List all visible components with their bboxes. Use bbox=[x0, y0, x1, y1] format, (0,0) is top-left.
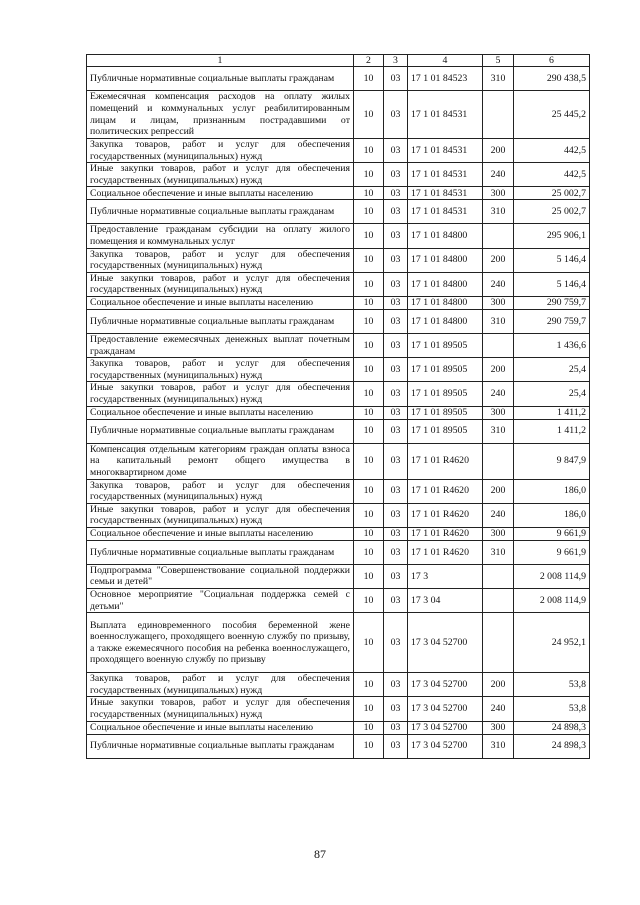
amount-cell: 24 898,3 bbox=[514, 721, 590, 734]
section-code-cell: 10 bbox=[354, 163, 384, 187]
item-name-cell: Публичные нормативные социальные выплаты гражданам bbox=[87, 540, 354, 564]
expense-type-cell: 200 bbox=[483, 358, 514, 382]
item-name-cell: Ежемесячная компенсация расходов на оплату жилых помещений и коммунальных услуг реабилитированным лицам и лицам, признанным пострадавшими от политических репрессий bbox=[87, 91, 354, 139]
expense-type-cell: 200 bbox=[483, 248, 514, 272]
section-code-cell: 10 bbox=[354, 527, 384, 540]
table-row bbox=[87, 224, 590, 248]
target-article-cell: 17 1 01 84531 bbox=[408, 200, 483, 224]
table-row bbox=[87, 527, 590, 540]
item-name-cell: Предоставление гражданам субсидии на оплату жилого помещения и коммунальных услуг bbox=[87, 224, 354, 248]
subsection-code-cell: 03 bbox=[384, 248, 408, 272]
amount-cell: 9 661,9 bbox=[514, 527, 590, 540]
section-code-cell: 10 bbox=[354, 613, 384, 673]
item-name-cell: Публичные нормативные социальные выплаты гражданам bbox=[87, 67, 354, 91]
item-name-cell: Закупка товаров, работ и услуг для обеспечения государственных (муниципальных) нужд bbox=[87, 248, 354, 272]
section-code-cell: 10 bbox=[354, 309, 384, 333]
subsection-code-cell: 03 bbox=[384, 91, 408, 139]
table-row bbox=[87, 406, 590, 419]
table-row bbox=[87, 187, 590, 200]
header-col-5: 5 bbox=[483, 55, 514, 67]
amount-cell: 2 008 114,9 bbox=[514, 589, 590, 613]
amount-cell: 9 661,9 bbox=[514, 540, 590, 564]
item-name-cell: Закупка товаров, работ и услуг для обеспечения государственных (муниципальных) нужд bbox=[87, 358, 354, 382]
amount-cell: 25 002,7 bbox=[514, 187, 590, 200]
amount-cell: 24 952,1 bbox=[514, 613, 590, 673]
table-row bbox=[87, 309, 590, 333]
section-code-cell: 10 bbox=[354, 139, 384, 163]
subsection-code-cell: 03 bbox=[384, 527, 408, 540]
target-article-cell: 17 1 01 84531 bbox=[408, 163, 483, 187]
table-row bbox=[87, 673, 590, 697]
section-code-cell: 10 bbox=[354, 248, 384, 272]
section-code-cell: 10 bbox=[354, 673, 384, 697]
section-code-cell: 10 bbox=[354, 296, 384, 309]
section-code-cell: 10 bbox=[354, 358, 384, 382]
section-code-cell: 10 bbox=[354, 540, 384, 564]
expense-type-cell: 310 bbox=[483, 309, 514, 333]
table-row bbox=[87, 163, 590, 187]
item-name-cell: Основное мероприятие "Социальная поддержка семей с детьми" bbox=[87, 589, 354, 613]
section-code-cell: 10 bbox=[354, 734, 384, 758]
item-name-cell: Социальное обеспечение и иные выплаты населению bbox=[87, 406, 354, 419]
table-row bbox=[87, 296, 590, 309]
expense-type-cell: 300 bbox=[483, 406, 514, 419]
budget-table-body bbox=[87, 55, 590, 759]
section-code-cell: 10 bbox=[354, 564, 384, 588]
table-row bbox=[87, 589, 590, 613]
table-row bbox=[87, 564, 590, 588]
item-name-cell: Социальное обеспечение и иные выплаты населению bbox=[87, 721, 354, 734]
target-article-cell: 17 1 01 84531 bbox=[408, 91, 483, 139]
section-code-cell: 10 bbox=[354, 333, 384, 357]
target-article-cell: 17 1 01 84800 bbox=[408, 296, 483, 309]
table-row bbox=[87, 540, 590, 564]
table-row bbox=[87, 419, 590, 443]
item-name-cell: Компенсация отдельным категориям граждан оплаты взноса на капитальный ремонт общего имущества в многоквартирном доме bbox=[87, 443, 354, 479]
target-article-cell: 17 1 01 84531 bbox=[408, 139, 483, 163]
amount-cell: 5 146,4 bbox=[514, 272, 590, 296]
table-row bbox=[87, 382, 590, 406]
subsection-code-cell: 03 bbox=[384, 296, 408, 309]
section-code-cell: 10 bbox=[354, 272, 384, 296]
item-name-cell: Иные закупки товаров, работ и услуг для обеспечения государственных (муниципальных) нужд bbox=[87, 272, 354, 296]
header-col-6: 6 bbox=[514, 55, 590, 67]
subsection-code-cell: 03 bbox=[384, 589, 408, 613]
expense-type-cell: 310 bbox=[483, 200, 514, 224]
expense-type-cell: 310 bbox=[483, 67, 514, 91]
table-row bbox=[87, 479, 590, 503]
target-article-cell: 17 1 01 84800 bbox=[408, 309, 483, 333]
table-row bbox=[87, 200, 590, 224]
item-name-cell: Публичные нормативные социальные выплаты гражданам bbox=[87, 200, 354, 224]
item-name-cell: Предоставление ежемесячных денежных выплат почетным гражданам bbox=[87, 333, 354, 357]
amount-cell: 53,8 bbox=[514, 697, 590, 721]
target-article-cell: 17 1 01 89505 bbox=[408, 333, 483, 357]
expense-type-cell: 300 bbox=[483, 296, 514, 309]
expense-type-cell bbox=[483, 613, 514, 673]
amount-cell: 1 411,2 bbox=[514, 419, 590, 443]
amount-cell: 290 759,7 bbox=[514, 296, 590, 309]
table-header-row bbox=[87, 55, 590, 67]
expense-type-cell bbox=[483, 564, 514, 588]
subsection-code-cell: 03 bbox=[384, 200, 408, 224]
target-article-cell: 17 1 01 84800 bbox=[408, 248, 483, 272]
subsection-code-cell: 03 bbox=[384, 139, 408, 163]
subsection-code-cell: 03 bbox=[384, 382, 408, 406]
target-article-cell: 17 1 01 89505 bbox=[408, 382, 483, 406]
subsection-code-cell: 03 bbox=[384, 613, 408, 673]
item-name-cell: Социальное обеспечение и иные выплаты населению bbox=[87, 187, 354, 200]
table-row bbox=[87, 721, 590, 734]
table-row bbox=[87, 613, 590, 673]
section-code-cell: 10 bbox=[354, 479, 384, 503]
expense-type-cell: 310 bbox=[483, 419, 514, 443]
item-name-cell: Закупка товаров, работ и услуг для обеспечения государственных (муниципальных) нужд bbox=[87, 479, 354, 503]
expense-type-cell bbox=[483, 443, 514, 479]
expense-type-cell: 300 bbox=[483, 527, 514, 540]
subsection-code-cell: 03 bbox=[384, 734, 408, 758]
expense-type-cell: 240 bbox=[483, 272, 514, 296]
table-row bbox=[87, 697, 590, 721]
page-number: 87 bbox=[314, 847, 326, 861]
item-name-cell: Публичные нормативные социальные выплаты гражданам bbox=[87, 734, 354, 758]
target-article-cell: 17 1 01 89505 bbox=[408, 406, 483, 419]
item-name-cell: Иные закупки товаров, работ и услуг для обеспечения государственных (муниципальных) нужд bbox=[87, 697, 354, 721]
header-col-2: 2 bbox=[354, 55, 384, 67]
subsection-code-cell: 03 bbox=[384, 187, 408, 200]
item-name-cell: Публичные нормативные социальные выплаты гражданам bbox=[87, 419, 354, 443]
table-row bbox=[87, 139, 590, 163]
target-article-cell: 17 3 04 52700 bbox=[408, 697, 483, 721]
target-article-cell: 17 1 01 84800 bbox=[408, 224, 483, 248]
section-code-cell: 10 bbox=[354, 91, 384, 139]
expense-type-cell: 240 bbox=[483, 163, 514, 187]
table-row bbox=[87, 503, 590, 527]
target-article-cell: 17 3 04 52700 bbox=[408, 721, 483, 734]
amount-cell: 25 445,2 bbox=[514, 91, 590, 139]
section-code-cell: 10 bbox=[354, 406, 384, 419]
table-row bbox=[87, 358, 590, 382]
amount-cell: 9 847,9 bbox=[514, 443, 590, 479]
target-article-cell: 17 1 01 84523 bbox=[408, 67, 483, 91]
amount-cell: 53,8 bbox=[514, 673, 590, 697]
target-article-cell: 17 1 01 89505 bbox=[408, 358, 483, 382]
section-code-cell: 10 bbox=[354, 503, 384, 527]
expense-type-cell: 310 bbox=[483, 540, 514, 564]
subsection-code-cell: 03 bbox=[384, 406, 408, 419]
section-code-cell: 10 bbox=[354, 200, 384, 224]
item-name-cell: Подпрограмма "Совершенствование социальной поддержки семьи и детей" bbox=[87, 564, 354, 588]
expense-type-cell: 200 bbox=[483, 479, 514, 503]
header-col-4: 4 bbox=[408, 55, 483, 67]
amount-cell: 25,4 bbox=[514, 382, 590, 406]
section-code-cell: 10 bbox=[354, 589, 384, 613]
subsection-code-cell: 03 bbox=[384, 224, 408, 248]
item-name-cell: Выплата единовременного пособия беременной жене военнослужащего, проходящего военную службу по призыву, а также ежемесячного пособия на ребенка военнослужащего, проходящего военную службу по призыву bbox=[87, 613, 354, 673]
amount-cell: 25,4 bbox=[514, 358, 590, 382]
expense-type-cell: 200 bbox=[483, 139, 514, 163]
section-code-cell: 10 bbox=[354, 382, 384, 406]
subsection-code-cell: 03 bbox=[384, 272, 408, 296]
subsection-code-cell: 03 bbox=[384, 309, 408, 333]
item-name-cell: Иные закупки товаров, работ и услуг для обеспечения государственных (муниципальных) нужд bbox=[87, 382, 354, 406]
item-name-cell: Социальное обеспечение и иные выплаты населению bbox=[87, 527, 354, 540]
target-article-cell: 17 3 bbox=[408, 564, 483, 588]
item-name-cell: Иные закупки товаров, работ и услуг для обеспечения государственных (муниципальных) нужд bbox=[87, 163, 354, 187]
target-article-cell: 17 1 01 R4620 bbox=[408, 503, 483, 527]
target-article-cell: 17 1 01 89505 bbox=[408, 419, 483, 443]
target-article-cell: 17 3 04 52700 bbox=[408, 673, 483, 697]
amount-cell: 290 759,7 bbox=[514, 309, 590, 333]
amount-cell: 290 438,5 bbox=[514, 67, 590, 91]
expense-type-cell: 310 bbox=[483, 734, 514, 758]
section-code-cell: 10 bbox=[354, 697, 384, 721]
expense-type-cell: 240 bbox=[483, 382, 514, 406]
subsection-code-cell: 03 bbox=[384, 163, 408, 187]
subsection-code-cell: 03 bbox=[384, 479, 408, 503]
subsection-code-cell: 03 bbox=[384, 67, 408, 91]
expense-type-cell bbox=[483, 224, 514, 248]
section-code-cell: 10 bbox=[354, 443, 384, 479]
item-name-cell: Закупка товаров, работ и услуг для обеспечения государственных (муниципальных) нужд bbox=[87, 673, 354, 697]
expense-type-cell: 240 bbox=[483, 697, 514, 721]
amount-cell: 186,0 bbox=[514, 503, 590, 527]
target-article-cell: 17 1 01 R4620 bbox=[408, 479, 483, 503]
table-row bbox=[87, 91, 590, 139]
table-row bbox=[87, 272, 590, 296]
section-code-cell: 10 bbox=[354, 67, 384, 91]
amount-cell: 5 146,4 bbox=[514, 248, 590, 272]
table-row bbox=[87, 67, 590, 91]
expense-type-cell: 300 bbox=[483, 187, 514, 200]
section-code-cell: 10 bbox=[354, 419, 384, 443]
subsection-code-cell: 03 bbox=[384, 673, 408, 697]
table-row bbox=[87, 333, 590, 357]
table-row bbox=[87, 248, 590, 272]
amount-cell: 1 436,6 bbox=[514, 333, 590, 357]
subsection-code-cell: 03 bbox=[384, 697, 408, 721]
expense-type-cell: 200 bbox=[483, 673, 514, 697]
amount-cell: 1 411,2 bbox=[514, 406, 590, 419]
item-name-cell: Публичные нормативные социальные выплаты гражданам bbox=[87, 309, 354, 333]
item-name-cell: Закупка товаров, работ и услуг для обеспечения государственных (муниципальных) нужд bbox=[87, 139, 354, 163]
subsection-code-cell: 03 bbox=[384, 419, 408, 443]
table-row bbox=[87, 443, 590, 479]
table-row bbox=[87, 734, 590, 758]
amount-cell: 24 898,3 bbox=[514, 734, 590, 758]
item-name-cell: Социальное обеспечение и иные выплаты населению bbox=[87, 296, 354, 309]
section-code-cell: 10 bbox=[354, 224, 384, 248]
target-article-cell: 17 1 01 R4620 bbox=[408, 540, 483, 564]
item-name-cell: Иные закупки товаров, работ и услуг для обеспечения государственных (муниципальных) нужд bbox=[87, 503, 354, 527]
target-article-cell: 17 1 01 R4620 bbox=[408, 443, 483, 479]
amount-cell: 25 002,7 bbox=[514, 200, 590, 224]
header-col-3: 3 bbox=[384, 55, 408, 67]
header-col-1: 1 bbox=[87, 55, 354, 67]
subsection-code-cell: 03 bbox=[384, 503, 408, 527]
budget-table bbox=[86, 54, 590, 759]
subsection-code-cell: 03 bbox=[384, 333, 408, 357]
subsection-code-cell: 03 bbox=[384, 358, 408, 382]
amount-cell: 186,0 bbox=[514, 479, 590, 503]
expense-type-cell: 240 bbox=[483, 503, 514, 527]
amount-cell: 295 906,1 bbox=[514, 224, 590, 248]
amount-cell: 442,5 bbox=[514, 163, 590, 187]
amount-cell: 442,5 bbox=[514, 139, 590, 163]
expense-type-cell: 300 bbox=[483, 721, 514, 734]
target-article-cell: 17 1 01 R4620 bbox=[408, 527, 483, 540]
section-code-cell: 10 bbox=[354, 187, 384, 200]
expense-type-cell bbox=[483, 589, 514, 613]
section-code-cell: 10 bbox=[354, 721, 384, 734]
expense-type-cell bbox=[483, 333, 514, 357]
subsection-code-cell: 03 bbox=[384, 540, 408, 564]
target-article-cell: 17 1 01 84800 bbox=[408, 272, 483, 296]
target-article-cell: 17 1 01 84531 bbox=[408, 187, 483, 200]
subsection-code-cell: 03 bbox=[384, 564, 408, 588]
amount-cell: 2 008 114,9 bbox=[514, 564, 590, 588]
target-article-cell: 17 3 04 52700 bbox=[408, 613, 483, 673]
target-article-cell: 17 3 04 52700 bbox=[408, 734, 483, 758]
target-article-cell: 17 3 04 bbox=[408, 589, 483, 613]
subsection-code-cell: 03 bbox=[384, 443, 408, 479]
expense-type-cell bbox=[483, 91, 514, 139]
subsection-code-cell: 03 bbox=[384, 721, 408, 734]
